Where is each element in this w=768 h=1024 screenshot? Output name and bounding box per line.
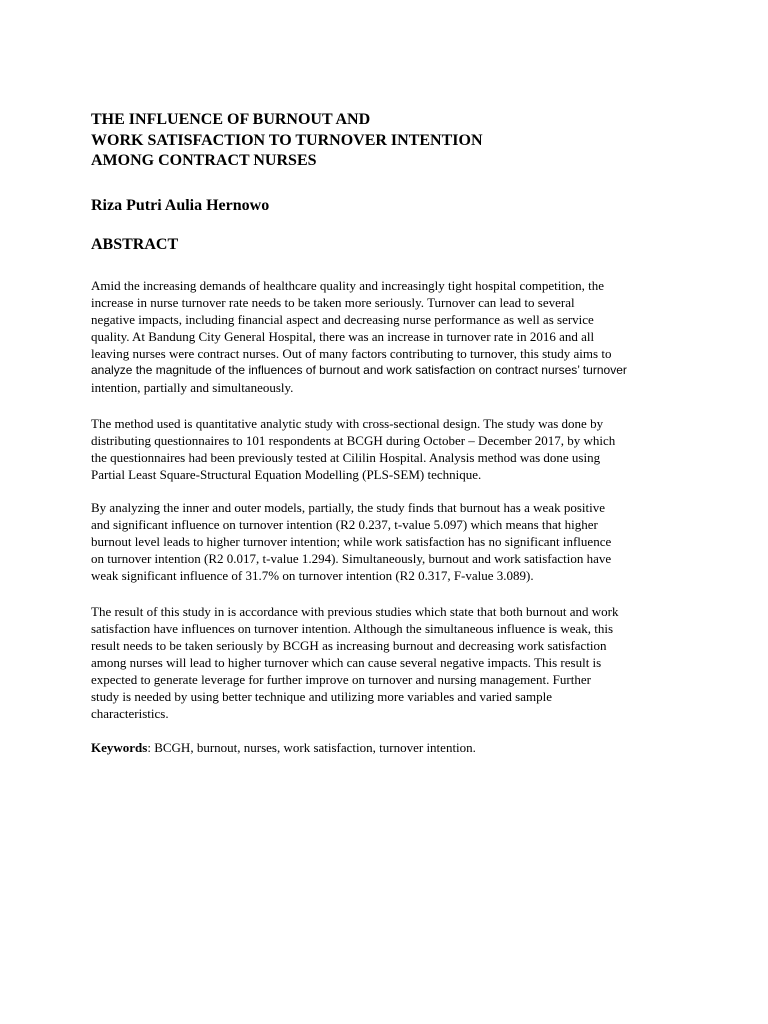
abstract-paragraph-2 (91, 415, 691, 483)
abstract-paragraph-4 (91, 603, 691, 722)
paragraph-line: By analyzing the inner and outer models, partially, the study finds that burnout has a weak positive (91, 500, 605, 515)
paragraph-line: quality. At Bandung City General Hospital, there was an increase in turnover rate in 2016 and all (91, 329, 595, 344)
paragraph-line: burnout level leads to higher turnover intention; while work satisfaction has no significant influence (91, 534, 612, 549)
paragraph-line: Amid the increasing demands of healthcare quality and increasingly tight hospital competition, the (91, 278, 604, 293)
title-line-2: WORK SATISFACTION TO TURNOVER INTENTION (91, 131, 483, 149)
keywords-line (91, 739, 691, 756)
paragraph-line: and significant influence on turnover intention (R2 0.237, t-value 5.097) which means that higher (91, 517, 598, 532)
paragraph-line: the questionnaires had been previously tested at Cililin Hospital. Analysis method was done using (91, 450, 601, 465)
title-line-3: AMONG CONTRACT NURSES (91, 152, 317, 169)
keywords-text: : BCGH, burnout, nurses, work satisfaction, turnover intention. (147, 740, 476, 755)
title-line-1: THE INFLUENCE OF BURNOUT AND (91, 111, 371, 128)
paragraph-line: increase in nurse turnover rate needs to be taken more seriously. Turnover can lead to several (91, 295, 575, 310)
paper-title (91, 110, 691, 172)
author-name: Riza Putri Aulia Hernowo (91, 197, 270, 214)
paragraph-line: result needs to be taken seriously by BCGH as increasing burnout and decreasing work satisfaction (91, 638, 607, 653)
keywords-label: Keywords (91, 740, 148, 755)
paragraph-line: weak significant influence of 31.7% on turnover intention (R2 0.317, F-value 3.089). (91, 568, 534, 583)
abstract-heading: ABSTRACT (91, 236, 179, 253)
paragraph-line: negative impacts, including financial aspect and decreasing nurse performance as well as service (91, 312, 594, 327)
abstract-paragraph-3 (91, 499, 691, 584)
paragraph-line: The result of this study in is accordance with previous studies which state that both burnout and work (91, 604, 619, 619)
paragraph-line: on turnover intention (R2 0.017, t-value 1.294). Simultaneously, burnout and work satisfaction have (91, 551, 612, 566)
paragraph-line: analyze the magnitude of the influences of burnout and work satisfaction on contract nurses’ turnover (91, 363, 627, 377)
paragraph-line: The method used is quantitative analytic study with cross-sectional design. The study was done by (91, 416, 604, 431)
paragraph-line: among nurses will lead to higher turnover which can cause several negative impacts. This result is (91, 655, 602, 670)
paragraph-line: Partial Least Square-Structural Equation Modelling (PLS-SEM) technique. (91, 467, 482, 482)
paragraph-line: leaving nurses were contract nurses. Out of many factors contributing to turnover, this study aims to (91, 346, 612, 361)
paragraph-line: study is needed by using better technique and utilizing more variables and varied sample (91, 689, 553, 704)
paragraph-line: expected to generate leverage for further improve on turnover and nursing management. Further (91, 672, 591, 687)
abstract-paragraph-1 (91, 277, 691, 396)
paragraph-line: distributing questionnaires to 101 respondents at BCGH during October – December 2017, by which (91, 433, 616, 448)
paragraph-line: characteristics. (91, 706, 169, 721)
paragraph-line: intention, partially and simultaneously. (91, 380, 294, 395)
paragraph-line: satisfaction have influences on turnover intention. Although the simultaneous influence is weak, this (91, 621, 614, 636)
